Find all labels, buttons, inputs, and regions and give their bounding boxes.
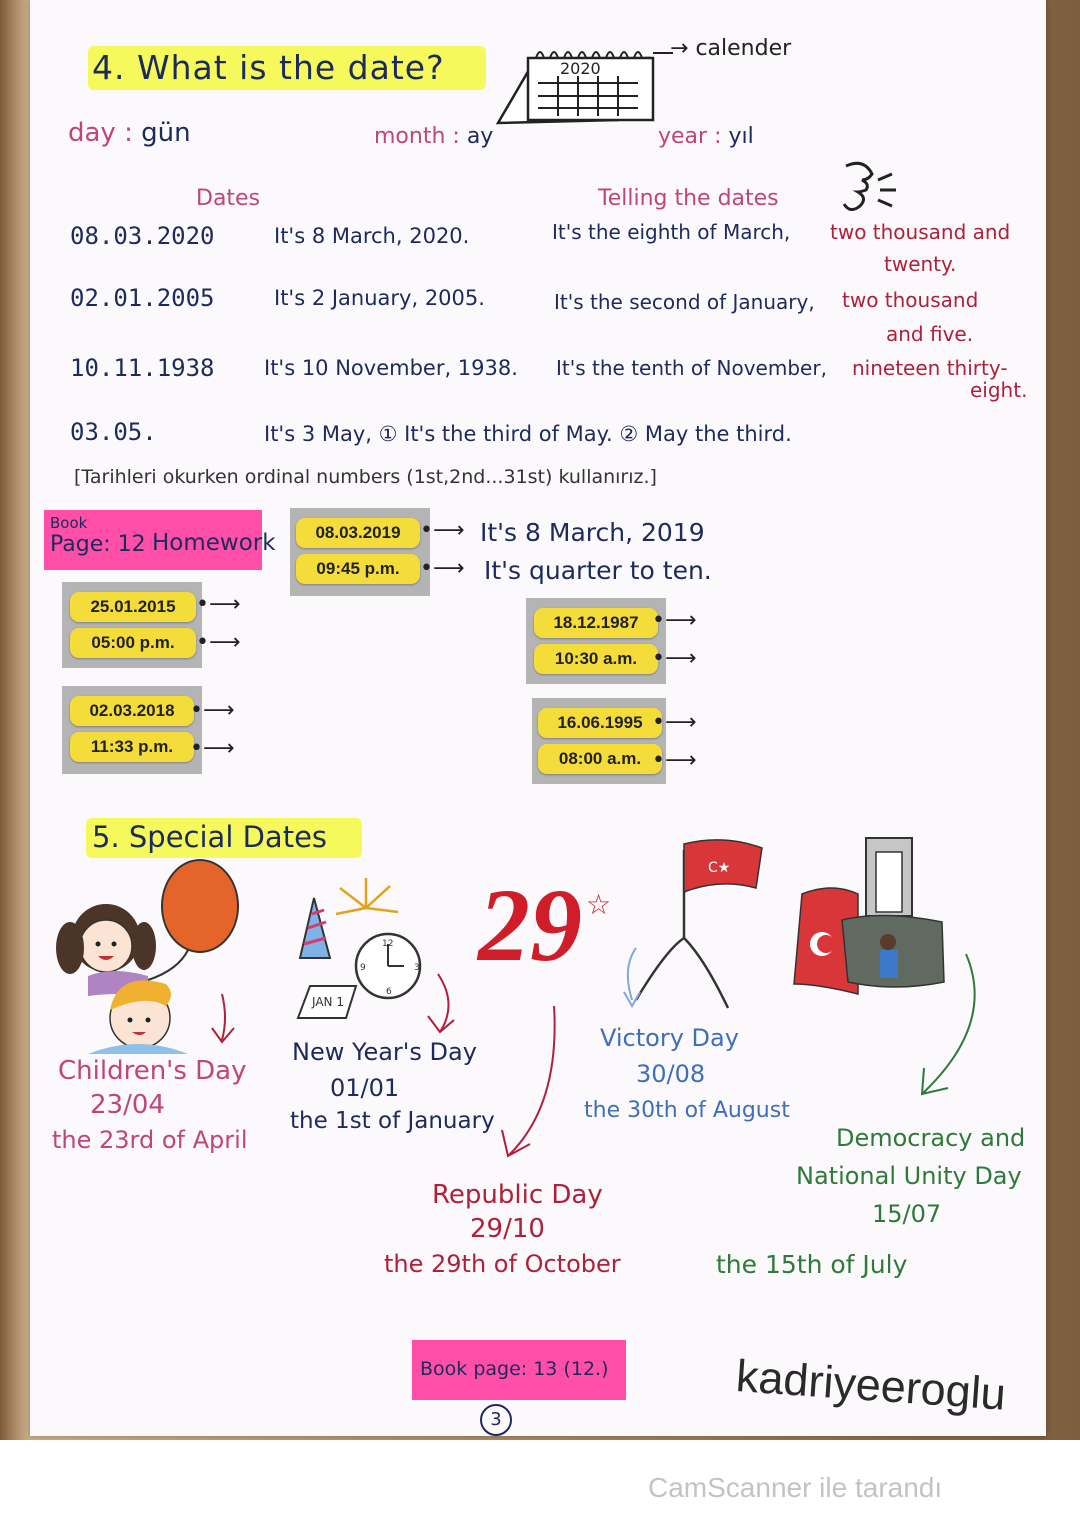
- new-year-long: the 1st of January: [290, 1108, 495, 1134]
- row1-date: 08.03.2020: [70, 222, 215, 250]
- democracy-long: the 15th of July: [716, 1250, 908, 1279]
- row3-long: It's the tenth of November,: [556, 356, 827, 380]
- victory-day-long: the 30th of August: [584, 1098, 790, 1123]
- section-5-title: 5. Special Dates: [92, 820, 328, 854]
- row1-long: It's the eighth of March,: [552, 220, 791, 244]
- arrow-icon: [424, 970, 464, 1040]
- page-number: 3: [480, 1404, 512, 1436]
- hw4-time-tag: 08:00 a.m.: [538, 744, 662, 774]
- svg-text:3: 3: [414, 963, 420, 973]
- arrow-icon: [204, 990, 244, 1050]
- svg-text:12: 12: [382, 939, 394, 949]
- hw3-time-tag: 11:33 p.m.: [70, 732, 194, 762]
- arrow-icon: •⟶: [190, 698, 235, 723]
- democracy-date: 15/07: [872, 1200, 942, 1228]
- hw2-date-tag: 18.12.1987: [534, 608, 658, 638]
- arrow-icon: •⟶: [652, 608, 697, 633]
- book-page-label: Book page: 13 (12.): [420, 1358, 609, 1380]
- example-time-tag: 09:45 p.m.: [296, 554, 420, 584]
- row3-long2: nineteen thirty-: [852, 356, 1008, 380]
- ordinal-note: [Tarihleri okurken ordinal numbers (1st,2nd...31st) kullanırız.]: [74, 466, 657, 488]
- svg-text:9: 9: [360, 963, 366, 973]
- homework-page: Page: 12: [50, 532, 146, 557]
- victory-day-date: 30/08: [636, 1060, 706, 1088]
- childrens-day-name: Children's Day: [58, 1056, 247, 1086]
- section-4-title: 4. What is the date?: [92, 48, 445, 87]
- example-time-answer: It's quarter to ten.: [484, 556, 712, 585]
- arrow-icon: •⟶: [190, 736, 235, 761]
- hw3-date-tag: 02.03.2018: [70, 696, 194, 726]
- row4-date: 03.05.: [70, 418, 157, 446]
- star-icon: ☆: [586, 888, 612, 921]
- hw1-date-tag: 25.01.2015: [70, 592, 196, 622]
- row1-long3: twenty.: [884, 252, 957, 276]
- svg-text:6: 6: [386, 987, 392, 997]
- arrow-icon: [494, 1000, 564, 1170]
- hw1-time-tag: 05:00 p.m.: [70, 628, 196, 658]
- row2-long: It's the second of January,: [554, 290, 815, 314]
- childrens-day-date: 23/04: [90, 1090, 165, 1120]
- row2-short: It's 2 January, 2005.: [274, 286, 485, 310]
- hw4-date-tag: 16.06.1995: [538, 708, 662, 738]
- svg-text:C★: C★: [708, 860, 731, 876]
- republic-day-name: Republic Day: [432, 1180, 603, 1210]
- democracy-name-line1: Democracy and: [836, 1124, 1026, 1152]
- row1-long2: two thousand and: [830, 220, 1011, 244]
- dates-header: Dates: [196, 186, 261, 211]
- row3-short: It's 10 November, 1938.: [264, 356, 518, 380]
- democracy-name-line2: National Unity Day: [796, 1162, 1022, 1190]
- homework-book: Book: [50, 514, 88, 532]
- row2-date: 02.01.2005: [70, 284, 215, 312]
- new-year-name: New Year's Day: [292, 1038, 477, 1066]
- arrow-icon: •⟶: [196, 630, 241, 655]
- vocab-month: month : ay: [374, 124, 494, 149]
- row3-date: 10.11.1938: [70, 354, 215, 382]
- new-year-calendar-text: JAN 1: [312, 995, 344, 1009]
- arrow-icon: •⟶: [652, 710, 697, 735]
- vocab-year: year : yıl: [658, 124, 754, 149]
- telling-header: Telling the dates: [598, 186, 779, 211]
- republic-29-graphic: 29: [478, 868, 582, 983]
- arrow-icon: •⟶: [420, 556, 465, 581]
- watermark-author: kadriyeeroglu: [734, 1350, 1008, 1420]
- example-date-answer: It's 8 March, 2019: [480, 518, 705, 547]
- victory-flag-icon: [596, 830, 776, 1020]
- calendar-year: 2020: [560, 59, 601, 78]
- row1-short: It's 8 March, 2020.: [274, 224, 470, 248]
- childrens-day-long: the 23rd of April: [52, 1126, 248, 1154]
- row2-long3: and five.: [886, 322, 974, 346]
- row4-text: It's 3 May, ① It's the third of May. ② May the third.: [264, 422, 792, 446]
- scanner-footer: CamScanner ile tarandı: [648, 1472, 943, 1503]
- calendar-icon: [488, 28, 678, 133]
- row2-long2: two thousand: [842, 288, 979, 312]
- arrow-icon: [912, 950, 992, 1110]
- new-year-date: 01/01: [330, 1074, 400, 1102]
- row3-long3: eight.: [970, 378, 1028, 402]
- arrow-icon: •⟶: [420, 518, 465, 543]
- hw2-time-tag: 10:30 a.m.: [534, 644, 658, 674]
- arrow-icon: •⟶: [652, 646, 697, 671]
- vocab-day: day : gün: [68, 118, 191, 148]
- arrow-icon: •⟶: [652, 748, 697, 773]
- speaking-face-icon: [834, 156, 904, 226]
- republic-day-date: 29/10: [470, 1214, 545, 1244]
- homework-word: Homework: [152, 530, 276, 556]
- victory-day-name: Victory Day: [600, 1024, 739, 1052]
- arrow-icon: •⟶: [196, 592, 241, 617]
- republic-day-long: the 29th of October: [384, 1250, 621, 1278]
- calendar-label: → calender: [670, 36, 792, 61]
- example-date-tag: 08.03.2019: [296, 518, 420, 548]
